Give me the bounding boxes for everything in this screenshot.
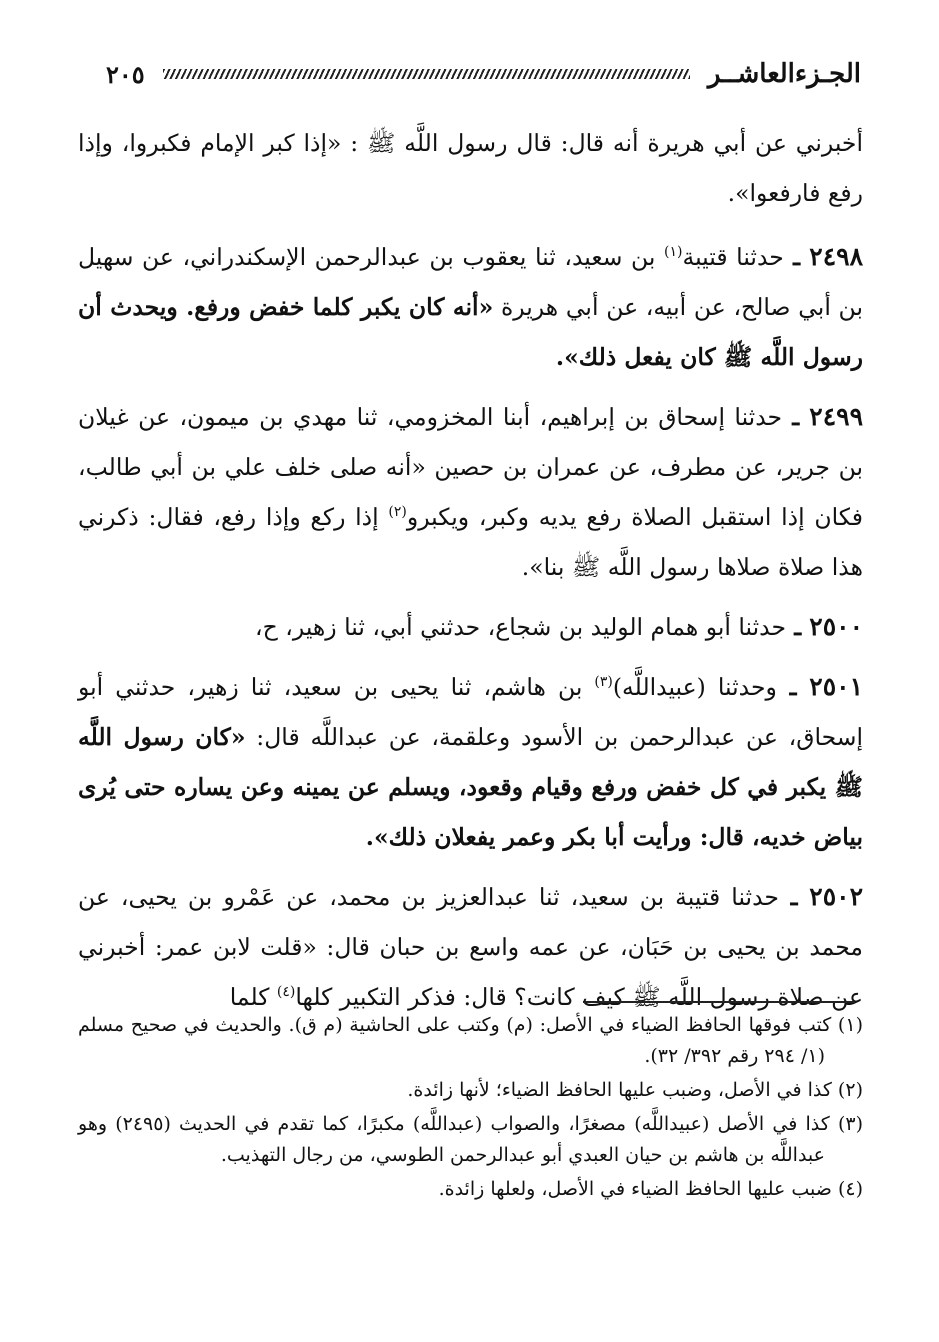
- footnote-4: (٤) ضبب عليها الحافظ الضياء في الأصل، ولعلها زائدة.: [438, 1178, 863, 1200]
- hadith-dash: ـ: [778, 883, 810, 911]
- hadith-number: ٢٤٩٨: [809, 242, 864, 271]
- hadith-2502: [78, 872, 863, 1022]
- footnote-reference[interactable]: (٣): [594, 674, 613, 691]
- hadith-text: وحدثنا (عبيداللَّه): [612, 673, 777, 701]
- footnote-reference[interactable]: (٤): [276, 984, 296, 1001]
- hadith-dash: ـ: [786, 613, 810, 641]
- footnote-reference[interactable]: (٢): [388, 504, 407, 521]
- hadith-2499: [78, 392, 863, 592]
- hadith-text-cont: إذا ركع وإذا رفع، فقال: ذكرني هذا صلاة صلاها رسول اللَّه ﷺ بنا».: [78, 503, 863, 581]
- page-header: [100, 48, 861, 100]
- main-text: [78, 118, 863, 1032]
- hadith-text: حدثنا أبو همام الوليد بن شجاع، حدثني أبي، ثنا زهير، ح،: [255, 613, 787, 641]
- page-number: ٢٠٥: [106, 59, 145, 89]
- hadith-2498: [78, 232, 863, 382]
- hadith-text-cont: كلما: [229, 983, 277, 1011]
- hadith-2501: [78, 662, 863, 862]
- volume-title: الجـزءالعاشــر: [707, 59, 861, 89]
- hadith-number: ٢٤٩٩: [809, 402, 863, 431]
- header-decorative-rule: [163, 69, 690, 79]
- hadith-number: ٢٥٠٠: [809, 612, 863, 641]
- footnotes: [78, 1010, 863, 1208]
- footnote-2: (٢) كذا في الأصل، وضبب عليها الحافظ الضياء؛ لأنها زائدة.: [407, 1079, 863, 1101]
- footnote-reference[interactable]: (١): [664, 244, 683, 261]
- hadith-text: حدثنا إسحاق بن إبراهيم، أبنا المخزومي، ثنا مهدي بن ميمون، عن غيلان بن جرير، عن مطرف، عن عمران بن حصين «أنه صلى خلف علي بن أبي طالب، فكان إذا استقبل الصلاة رفع يديه وكبر، ويكبرو: [78, 403, 863, 531]
- hadith-dash: ـ: [783, 243, 810, 271]
- hadith-quote: «كان رسول اللَّه ﷺ يكبر في كل خفض ورفع وقيام وقعود، ويسلم عن يمينه وعن يساره حتى يُرى بياض خديه، قال: ورأيت أبا بكر وعمر يفعلان ذلك».: [78, 723, 863, 851]
- hadith-text-cont: بن هاشم، ثنا يحيى بن سعيد، ثنا زهير، حدثني أبو إسحاق، عن عبدالرحمن بن الأسود وعلقمة، عن عبداللَّه قال:: [78, 673, 863, 751]
- footnote-1: (١) كتب فوقها الحافظ الضياء في الأصل: (م) وكتب على الحاشية (م ق). والحديث في صحيح مسلم (١/ ٢٩٤ رقم ٣٩٢/ ٣٢).: [78, 1014, 863, 1067]
- hadith-number: ٢٥٠١: [809, 672, 863, 701]
- hadith-quote: «أنه كان يكبر كلما خفض ورفع. ويحدث أن رسول اللَّه ﷺ كان يفعل ذلك».: [78, 293, 863, 371]
- footnote-separator: [583, 1001, 855, 1003]
- hadith-text-cont: بن سعيد، ثنا يعقوب بن عبدالرحمن الإسكندراني، عن سهيل بن أبي صالح، عن أبيه، عن أبي هريرة: [78, 243, 863, 321]
- hadith-text: حدثنا قتيبة بن سعيد، ثنا عبدالعزيز بن محمد، عن عَمْرو بن يحيى، عن محمد بن يحيى بن حَبَان، عن عمه واسع بن حبان قال: «قلت لابن عمر: أخبرني عن صلاة رسول اللَّه ﷺ كيف كانت؟ قال: فذكر التكبير كلها: [78, 883, 863, 1011]
- hadith-dash: ـ: [776, 673, 810, 701]
- intro-paragraph: أخبرني عن أبي هريرة أنه قال: قال رسول اللَّه ﷺ : «إذا كبر الإمام فكبروا، وإذا رفع فارفعوا».: [78, 129, 863, 207]
- hadith-2500: [78, 602, 863, 652]
- hadith-number: ٢٥٠٢: [809, 882, 864, 911]
- footnote-3: (٣) كذا في الأصل (عبيداللَّه) مصغرًا، والصواب (عبداللَّه) مكبرًا، كما تقدم في الحديث (٢٤٩٥) وهو عبداللَّه بن هاشم بن حيان العبدي أبو عبدالرحمن الطوسي، من رجال التهذيب.: [78, 1113, 863, 1166]
- hadith-dash: ـ: [782, 403, 810, 431]
- hadith-text: حدثنا قتيبة: [682, 243, 784, 271]
